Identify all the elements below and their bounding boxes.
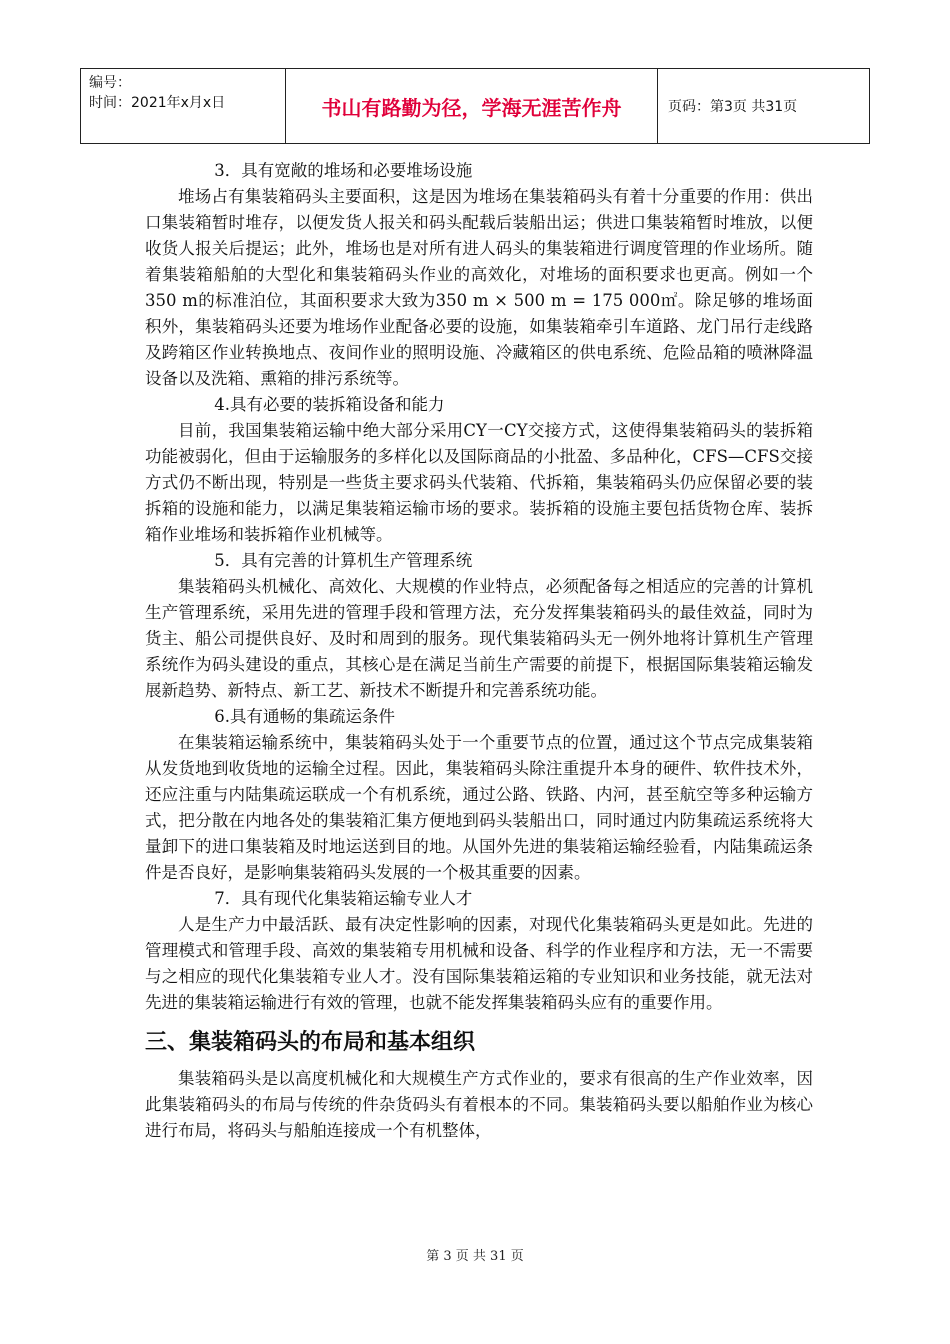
document-body xyxy=(145,158,813,1144)
header-meta xyxy=(81,69,286,143)
header-page-info: 页码：第3页 共31页 xyxy=(668,99,798,115)
subheading-7: 7．具有现代化集装箱运输专业人才 xyxy=(214,889,473,908)
paragraph-3: 堆场占有集装箱码头主要面积，这是因为堆场在集装箱码头有着十分重要的作用：供出口集装箱暂时堆存，以便发货人报关和码头配载后装船出运；供进口集装箱暂时堆放，以便收货人报关后提运；此外，堆场也是对所有进人码头的集装箱进行调度管理的作业场所。随着集装箱船舶的大型化和集装箱码头作业的高效化，对堆场的面积要求也更高。例如一个350 m的标准泊位，其面积要求大致为350 m × 500 m = 175 000㎡。除足够的堆场面积外，集装箱码头还要为堆场作业配备必要的设施，如集装箱牵引车道路、龙门吊行走线路及跨箱区作业转换地点、夜间作业的照明设施、冷藏箱区的供电系统、危险品箱的喷淋降温设备以及洗箱、熏箱的排污系统等。 xyxy=(145,187,813,388)
page-footer: 第 3 页 共 31 页 xyxy=(426,1249,524,1264)
subheading-3: 3．具有宽敞的堆场和必要堆场设施 xyxy=(214,161,473,180)
section-heading: 三、集装箱码头的布局和基本组织 xyxy=(145,1030,476,1055)
page-header xyxy=(80,68,870,144)
paragraph-7: 人是生产力中最活跃、最有决定性影响的因素，对现代化集装箱码头更是如此。先进的管理模式和管理手段、高效的集装箱专用机械和设备、科学的作业程序和方法，无一不需要与之相应的现代化集装箱专业人才。没有国际集装箱运箱的专业知识和业务技能，就无法对先进的集装箱运输进行有效的管理，也就不能发挥集装箱码头应有的重要作用。 xyxy=(145,915,813,1012)
paragraph-8: 集装箱码头是以高度机械化和大规模生产方式作业的，要求有很高的生产作业效率，因此集装箱码头的布局与传统的件杂货码头有着根本的不同。集装箱码头要以船舶作业为核心进行布局，将码头与船舶连接成一个有机整体， xyxy=(145,1069,813,1140)
subheading-5: 5．具有完善的计算机生产管理系统 xyxy=(214,551,473,570)
document-number-label: 编号： xyxy=(89,75,131,91)
subheading-6: 6.具有通畅的集疏运条件 xyxy=(214,707,396,726)
paragraph-5: 集装箱码头机械化、高效化、大规模的作业特点，必须配备每之相适应的完善的计算机生产管理系统，采用先进的管理手段和管理方法，充分发挥集装箱码头的最佳效益，同时为货主、船公司提供良好、及时和周到的服务。现代集装箱码头无一例外地将计算机生产管理系统作为码头建设的重点，其核心是在满足当前生产需要的前提下，根据国际集装箱运输发展新趋势、新特点、新工艺、新技术不断提升和完善系统功能。 xyxy=(145,577,813,700)
header-motto: 书山有路勤为径，学海无涯苦作舟 xyxy=(286,69,658,143)
paragraph-6: 在集装箱运输系统中，集装箱码头处于一个重要节点的位置，通过这个节点完成集装箱从发货地到收货地的运输全过程。因此，集装箱码头除注重提升本身的硬件、软件技术外，还应注重与内陆集疏运联成一个有机系统，通过公路、铁路、内河，甚至航空等多种运输方式，把分散在内地各处的集装箱汇集方便地到码头装船出口，同时通过内防集疏运系统将大量卸下的进口集装箱及时地运送到目的地。从国外先进的集装箱运输经验看，内陆集疏运条件是否良好，是影响集装箱码头发展的一个极其重要的因素。 xyxy=(145,733,813,882)
paragraph-4: 目前，我国集装箱运输中绝大部分采用CY一CY交接方式，这使得集装箱码头的装拆箱功能被弱化，但由于运输服务的多样化以及国际商品的小批盈、多品种化，CFS—CFS交接方式仍不断出现，特别是一些货主要求码头代装箱、代拆箱，集装箱码头仍应保留必要的装拆箱的设施和能力，以满足集装箱运输市场的要求。装拆箱的设施主要包括货物仓库、装拆箱作业堆场和装拆箱作业机械等。 xyxy=(145,421,813,544)
document-date-label: 时间：2021年x月x日 xyxy=(89,95,226,111)
subheading-4: 4.具有必要的装拆箱设备和能力 xyxy=(214,395,445,414)
